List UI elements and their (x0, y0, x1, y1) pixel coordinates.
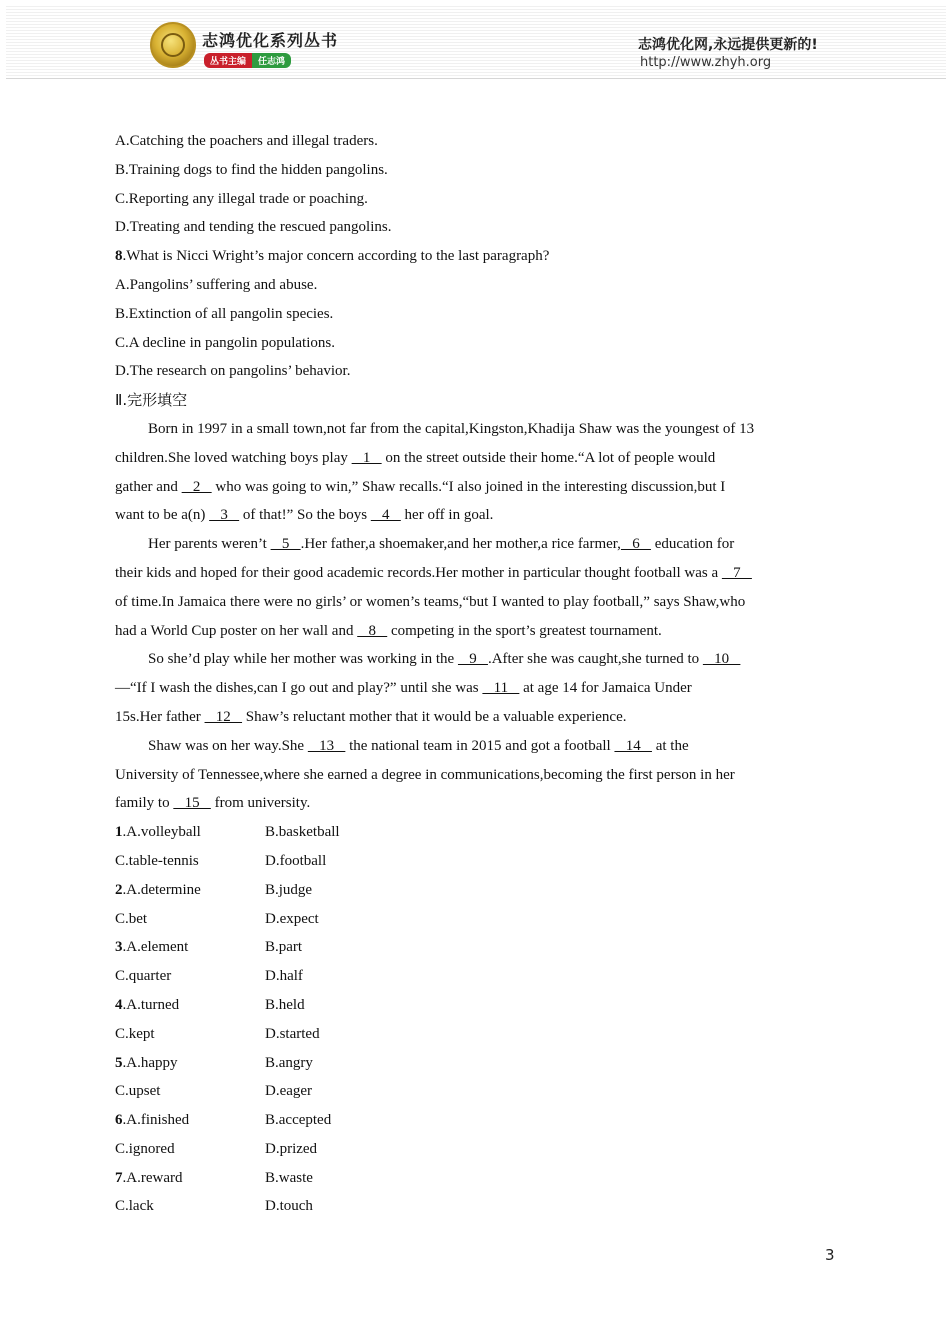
option-b: B.held (265, 996, 305, 1013)
option-c: C.quarter (115, 968, 172, 985)
option-a: .A.reward (122, 1169, 183, 1186)
passage-text: who was going to win,” Shaw recalls.“I also joined in the interesting discussion,but I (211, 478, 726, 495)
blank-10: 10 (702, 651, 741, 668)
cloze-options-row (115, 847, 835, 876)
blank-3: 3 (209, 507, 240, 524)
option-b: B.angry (265, 1054, 313, 1071)
q8-option-c: C.A decline in pangolin populations. (115, 334, 335, 351)
option-c: C.ignored (115, 1140, 175, 1157)
passage-text: 15s.Her father (115, 708, 205, 725)
passage-line (115, 473, 835, 502)
passage-line: of time.In Jamaica there were no girls’ or women’s teams,“but I wanted to play football,” says Shaw,who (115, 593, 746, 610)
passage-text: .After she was caught,she turned to (487, 651, 703, 668)
cloze-options-row (115, 933, 835, 962)
passage-text: So she’d play while her mother was working in the (148, 651, 458, 668)
option-b: B.basketball (265, 824, 340, 841)
passage-line: Born in 1997 in a small town,not far from the capital,Kingston,Khadija Shaw was the youngest of 13 (148, 420, 755, 437)
cloze-options-row (115, 1049, 835, 1078)
passage-text: on the street outside their home.“A lot of people would (381, 449, 716, 466)
blank-4: 4 (370, 507, 401, 524)
option-c: C.upset (115, 1083, 161, 1100)
q7-option-d: D.Treating and tending the rescued pangolins. (115, 219, 392, 236)
cloze-number: 5 (115, 1054, 123, 1071)
passage-line (115, 444, 835, 473)
cloze-number: 6 (115, 1112, 123, 1129)
option-a: .A.volleyball (122, 824, 201, 841)
option-d: D.eager (265, 1083, 313, 1100)
cloze-options-row (115, 905, 835, 934)
blank-15: 15 (173, 795, 211, 812)
option-a: .A.determine (122, 881, 201, 898)
passage-text: from university. (210, 795, 311, 812)
option-a: .A.turned (122, 996, 180, 1013)
passage-line (115, 501, 835, 530)
blank-13: 13 (307, 737, 346, 754)
q7-option-c: C.Reporting any illegal trade or poaching. (115, 190, 368, 207)
q8-option-d: D.The research on pangolins’ behavior. (115, 363, 351, 380)
blank-14: 14 (614, 737, 652, 754)
blank-8: 8 (357, 622, 388, 639)
option-d: D.prized (265, 1140, 318, 1157)
brand-sub-label: 丛书主编 (204, 53, 252, 68)
page-header (6, 6, 946, 78)
passage-text: their kids and hoped for their good academic records.Her mother in particular thought football was a (115, 564, 722, 581)
passage-line (115, 530, 835, 559)
q8-option-b: B.Extinction of all pangolin species. (115, 305, 334, 322)
cloze-number: 3 (115, 939, 123, 956)
passage-line (115, 732, 835, 761)
passage-line (115, 703, 835, 732)
passage-text: .Her father,a shoemaker,and her mother,a rice farmer, (300, 536, 621, 553)
option-c: C.lack (115, 1198, 154, 1215)
cloze-options-row (115, 962, 835, 991)
cloze-number: 2 (115, 881, 123, 898)
cloze-options-row (115, 1106, 835, 1135)
blank-5: 5 (270, 536, 301, 553)
option-b: B.waste (265, 1169, 313, 1186)
option-c: C.kept (115, 1025, 155, 1042)
brand-editor: 任志鸿 (252, 53, 291, 68)
brand-logo-icon (150, 22, 196, 68)
passage-line (115, 559, 835, 588)
cloze-number: 7 (115, 1169, 123, 1186)
passage-line (115, 789, 835, 818)
q7-option-a: A.Catching the poachers and illegal traders. (115, 133, 378, 149)
option-b: B.judge (265, 881, 313, 898)
passage-text: want to be a(n) (115, 507, 210, 524)
header-divider (6, 78, 946, 79)
option-d: D.half (265, 968, 303, 985)
blank-1: 1 (351, 449, 382, 466)
passage-text: —“If I wash the dishes,can I go out and play?” until she was (115, 680, 483, 697)
header-url[interactable]: http://www.zhyh.org (640, 55, 772, 70)
passage-line (115, 617, 835, 646)
blank-6: 6 (620, 536, 651, 553)
passage-text: the national team in 2015 and got a football (345, 737, 615, 754)
option-d: D.expect (265, 910, 319, 927)
option-b: B.accepted (265, 1112, 332, 1129)
option-a: .A.happy (122, 1054, 178, 1071)
passage-line (115, 674, 835, 703)
passage-text: at age 14 for Jamaica Under (519, 680, 692, 697)
option-a: .A.element (122, 939, 189, 956)
option-c: C.table-tennis (115, 852, 199, 869)
option-a: .A.finished (122, 1112, 190, 1129)
blank-2: 2 (181, 478, 212, 495)
brand-name: 志鸿优化系列丛书 (202, 31, 339, 50)
blank-11: 11 (482, 680, 520, 697)
blank-12: 12 (204, 708, 243, 725)
passage-text: gather and (115, 478, 182, 495)
passage-text: Her parents weren’t (148, 536, 271, 553)
cloze-options-row (115, 1020, 835, 1049)
header-tagline: 志鸿优化网,永远提供更新的! (638, 37, 818, 53)
option-d: D.started (265, 1025, 320, 1042)
passage-text: competing in the sport’s greatest tournament. (387, 622, 662, 639)
passage-text: education for (650, 536, 735, 553)
cloze-options-row (115, 991, 835, 1020)
cloze-number: 1 (115, 824, 123, 841)
cloze-options-row (115, 818, 835, 847)
cloze-options-row (115, 1135, 835, 1164)
blank-7: 7 (721, 564, 752, 581)
q7-option-b: B.Training dogs to find the hidden pangolins. (115, 161, 388, 178)
blank-9: 9 (457, 651, 488, 668)
passage-text: at the (651, 737, 689, 754)
passage-text: Shaw’s reluctant mother that it would be a valuable experience. (242, 708, 627, 725)
passage-text: of that!” So the boys (239, 507, 371, 524)
passage-line: University of Tennessee,where she earned a degree in communications,becoming the first person in her (115, 766, 735, 783)
cloze-options-row (115, 1192, 835, 1221)
option-b: B.part (265, 939, 303, 956)
cloze-options-row (115, 1164, 835, 1193)
page-number: 3 (825, 1246, 835, 1264)
option-d: D.touch (265, 1198, 313, 1215)
option-d: D.football (265, 852, 327, 869)
passage-text: her off in goal. (400, 507, 494, 524)
cloze-options-row (115, 1077, 835, 1106)
passage-text: children.She loved watching boys play (115, 449, 352, 466)
cloze-options-row (115, 876, 835, 905)
q8-stem (115, 242, 835, 271)
q8-number: 8 (115, 248, 123, 265)
document-body (115, 127, 835, 1221)
section-title: Ⅱ.完形填空 (115, 391, 188, 410)
q8-text: .What is Nicci Wright’s major concern according to the last paragraph? (122, 248, 550, 265)
option-c: C.bet (115, 910, 148, 927)
passage-line (115, 645, 835, 674)
cloze-number: 4 (115, 996, 123, 1013)
passage-text: had a World Cup poster on her wall and (115, 622, 358, 639)
passage-text: Shaw was on her way.She (148, 737, 308, 754)
q8-option-a: A.Pangolins’ suffering and abuse. (115, 276, 318, 293)
passage-text: family to (115, 795, 174, 812)
brand-subtitle (204, 53, 291, 68)
